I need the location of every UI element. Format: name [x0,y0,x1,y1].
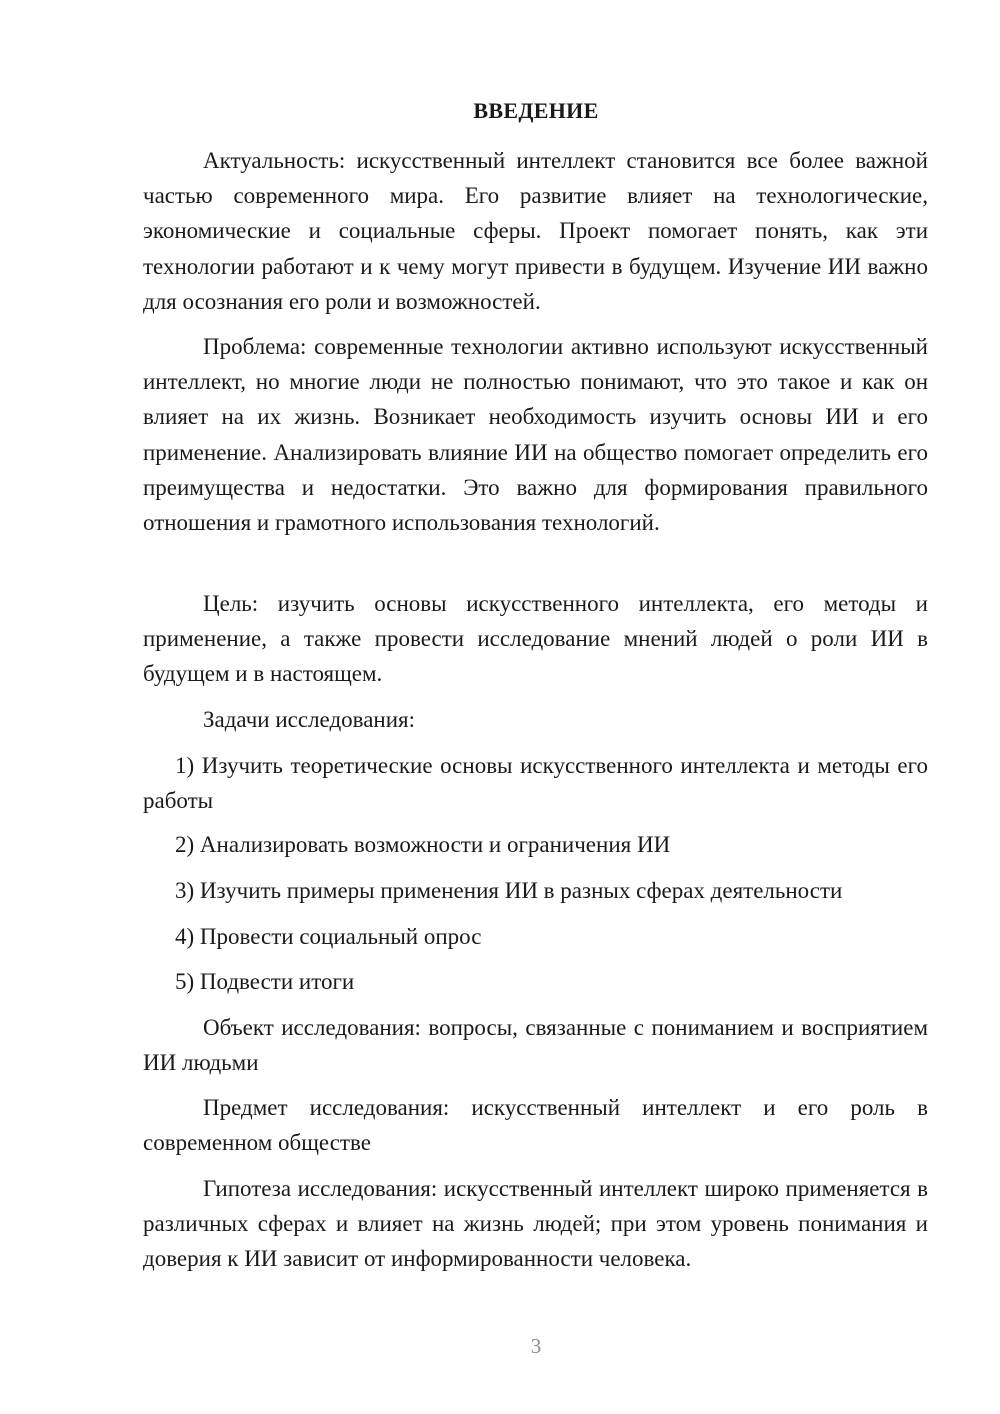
paragraph-goal: Цель: изучить основы искусственного интеллекта, его методы и применение, а также провести исследование мнений людей о роли ИИ в будущем и в настоящем. [143,591,928,687]
task-item-5: 5) Подвести итоги [175,969,355,994]
task-item-4: 4) Провести социальный опрос [175,924,482,949]
task-item-3: 3) Изучить примеры применения ИИ в разных сферах деятельности [175,878,843,903]
page-title: ВВЕДЕНИЕ [473,98,599,123]
paragraph-relevance: Актуальность: искусственный интеллект становится все более важной частью современного мира. Его развитие влияет на технологические, экономические и социальные сферы. Проект помогает понять, как эти технологии работают и к чему могут привести в будущем. Изучение ИИ важно для осознания его роли и возможностей. [143,148,928,314]
paragraph-problem: Проблема: современные технологии активно используют искусственный интеллект, но многие люди не полностью понимают, что это такое и как он влияет на их жизнь. Возникает необходимость изучить основы ИИ и его применение. Анализировать влияние ИИ на общество помогает определить его преимущества и недостатки. Это важно для формирования правильного отношения и грамотного использования технологий. [143,334,928,536]
paragraph-object: Объект исследования: вопросы, связанные с пониманием и восприятием ИИ людьми [143,1015,928,1076]
task-item-2: 2) Анализировать возможности и ограничения ИИ [175,832,671,857]
paragraph-hypothesis: Гипотеза исследования: искусственный интеллект широко применяется в различных сферах и влияет на жизнь людей; при этом уровень понимания и доверия к ИИ зависит от информированности человека. [143,1176,928,1272]
task-item-1: 1) Изучить теоретические основы искусственного интеллекта и методы его работы [143,753,928,814]
tasks-heading: Задачи исследования: [203,707,416,732]
paragraph-subject: Предмет исследования: искусственный интеллект и его роль в современном обществе [143,1095,928,1156]
page-number: 3 [530,1334,542,1358]
